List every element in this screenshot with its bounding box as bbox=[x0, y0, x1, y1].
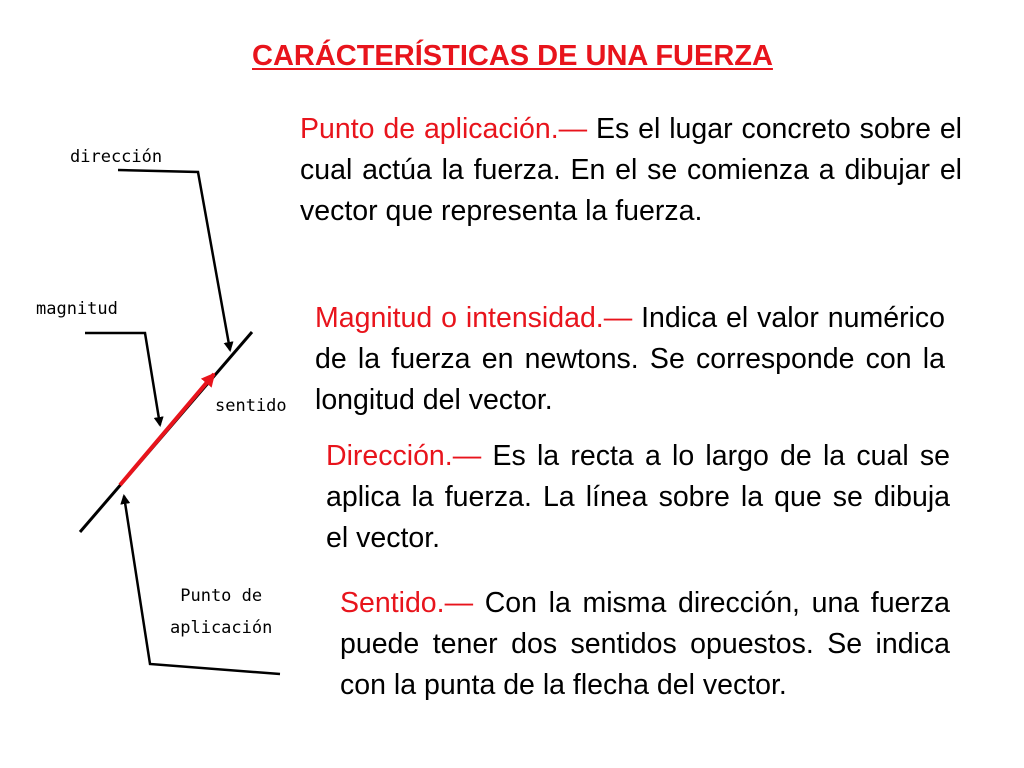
definition-punto-aplicacion: Es el lugar concreto sobre el cual actúa la fuerza. En el se comienza a dibujar el vector que representa la fuerza. bbox=[300, 113, 962, 227]
term-punto-aplicacion: Punto de aplicación.— bbox=[300, 113, 588, 145]
label-punto-line2: aplicación bbox=[170, 618, 273, 638]
label-direccion: dirección bbox=[70, 147, 163, 167]
direccion-pointer-arrow bbox=[118, 170, 230, 350]
label-sentido: sentido bbox=[215, 396, 287, 416]
magnitud-pointer-arrow bbox=[85, 333, 160, 425]
label-punto-aplicacion bbox=[170, 580, 272, 644]
definition-sentido: Con la misma dirección, una fuerza puede tener dos sentidos opuestos. Se indica con la punta de la flecha del vector. bbox=[340, 587, 950, 701]
term-magnitud: Magnitud o intensidad.— bbox=[315, 302, 633, 334]
term-direccion: Dirección.— bbox=[326, 440, 482, 472]
definition-direccion: Es la recta a lo largo de la cual se aplica la fuerza. La línea sobre la que se dibuja el vector. bbox=[326, 440, 950, 554]
label-magnitud: magnitud bbox=[36, 299, 118, 319]
force-vector-arrow bbox=[120, 374, 214, 485]
term-sentido: Sentido.— bbox=[340, 587, 474, 619]
page-title: CARÁCTERÍSTICAS DE UNA FUERZA bbox=[252, 40, 773, 72]
label-punto-line1: Punto de bbox=[180, 586, 263, 606]
definition-magnitud: Indica el valor numérico de la fuerza en newtons. Se corresponde con la longitud del vector. bbox=[315, 302, 945, 416]
